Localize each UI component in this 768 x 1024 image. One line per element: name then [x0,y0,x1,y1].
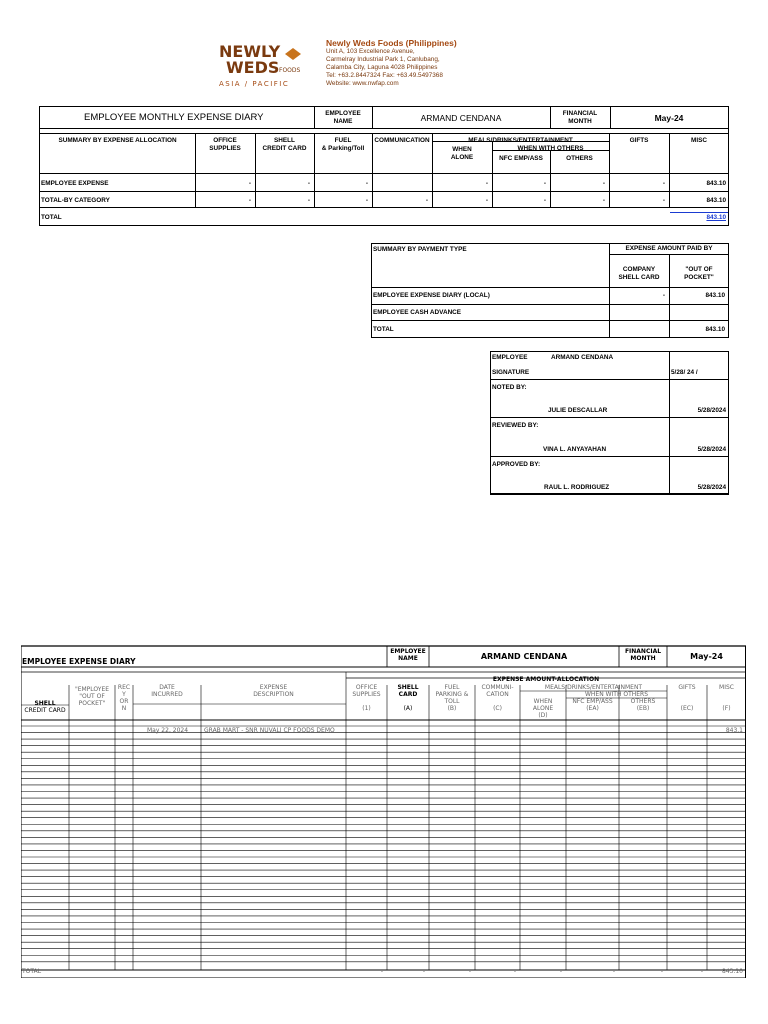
signature-block [490,351,729,495]
col-with-others: WHEN WITH OTHERS [517,145,584,152]
entry-date: May 22, 2024 [147,727,189,734]
cell: - [248,180,251,187]
company-info [326,38,526,88]
expense-diary-table [21,645,746,978]
paid-by-header: EXPENSE AMOUNT PAID BY [625,245,713,252]
payment-cell: - [662,292,665,299]
row-label: TOTAL [41,214,62,221]
approved-label: APPROVED BY: [492,461,541,468]
company-logo [216,40,308,88]
cell: 843.10 [706,197,726,204]
employee-signature-name: ARMAND CENDANA [551,354,614,361]
diary-employee-name: ARMAND CENDANA [480,652,568,661]
cell: - [543,180,546,187]
diary-employee-label: EMPLOYEE NAME [390,648,426,662]
cell: - [365,197,368,204]
total-cell: - [422,968,425,975]
h-others: OTHERS (EB) [630,698,656,712]
financial-month: May-24 [654,113,684,123]
total-cell: - [700,968,703,975]
grand-total-link[interactable]: 843.10 [706,214,726,221]
h-misc: MISC (F) [719,684,734,712]
col-fuel: FUEL & Parking/Toll [321,137,365,152]
diary-allocation-header: EXPENSE AMOUNT-ALLOCATION [492,676,600,683]
h-nfc: NFC EMP/ASS (EA) [572,698,613,712]
h-date: DATE INCURRED [151,684,183,698]
h-description: EXPENSE DESCRIPTION [253,684,294,698]
total-cell: - [660,968,663,975]
payment-row-label: TOTAL [373,326,394,333]
col-nfc: NFC EMP/ASS [499,155,543,162]
diary-month-label: FINANCIAL MONTH [624,648,662,662]
logo-word-1: NEWLY [219,42,281,61]
noted-name: JULIE DESCALLAR [548,407,608,414]
cell: - [307,197,310,204]
row-label: EMPLOYEE EXPENSE [41,180,109,187]
approved-name: RAUL L. RODRIGUEZ [544,484,610,491]
entry-description: GRAB MART - SNR NUVALI CP FOODS DEMO [204,727,335,734]
company-address-3: Calamba City, Laguna 4028 Philippines [326,64,438,72]
h-gifts: GIFTS (EC) [678,684,696,712]
cell: - [485,180,488,187]
h-out-of-pocket: "EMPLOYEE "OUT OF POCKET" [74,686,110,707]
col-office-supplies: OFFICE SUPPLIES [209,137,241,152]
payment-row-label: EMPLOYEE EXPENSE DIARY (LOCAL) [373,292,490,299]
h-alone: WHEN ALONE (D) [532,698,554,719]
cell: - [662,197,665,204]
cell: - [485,197,488,204]
company-card-header: COMPANY SHELL CARD [618,266,660,281]
noted-date: 5/28/2024 [697,407,726,414]
diary-month: May-24 [690,652,723,661]
h-receipt: REC Y OR N [117,684,131,712]
out-of-pocket-header: "OUT OF POCKET" [684,266,714,281]
cell: 843.10 [706,180,726,187]
cell: - [543,197,546,204]
company-address-1: Unit A, 103 Excellence Avenue, [326,48,415,55]
col-meals: MEALS/DRINKS/ENTERTAINMENT [468,137,573,144]
row-label: TOTAL-BY CATEGORY [41,197,110,204]
total-cell: - [559,968,562,975]
financial-month-label: FINANCIAL MONTH [562,110,598,125]
payment-row-label: EMPLOYEE CASH ADVANCE [373,309,462,316]
col-others: OTHERS [566,155,593,162]
reviewed-name: VINA L. ANYAYAHAN [543,446,607,453]
logo-word-2: WEDS [226,58,280,77]
approved-date: 5/28/2024 [697,484,726,491]
col-gifts: GIFTS [629,137,649,144]
company-phone: Tel: +63.2.8447324 Fax: +63.49.5497368 [326,72,443,80]
cell: - [662,180,665,187]
total-cell: - [612,968,615,975]
diary-title: EMPLOYEE EXPENSE DIARY [22,657,136,666]
summary-title: EMPLOYEE MONTHLY EXPENSE DIARY [84,112,264,123]
reviewed-label: REVIEWED BY: [492,422,539,429]
h-office: OFFICE SUPPLIES (1) [352,684,381,712]
entry-misc: 843.1 [725,727,743,734]
total-cell: - [468,968,471,975]
h-with-others: WHEN WITH OTHERS [584,691,649,698]
cell: - [365,180,368,187]
employee-label: EMPLOYEE [492,354,528,361]
employee-name: ARMAND CENDANA [420,113,502,123]
logo-region: ASIA / PACIFIC [219,80,290,88]
signature-label: SIGNATURE [492,369,530,376]
cell: - [602,197,605,204]
col-misc: MISC [691,137,707,144]
payment-cell: 843.10 [705,292,725,299]
col-shell-credit-card: SHELL CREDIT CARD [262,137,307,152]
allocation-header: SUMMARY BY EXPENSE ALLOCATION [58,137,177,144]
total-cell: 843.10 [722,968,743,975]
logo-sub: FOODS [279,67,301,74]
logo-diamond-icon [285,48,301,60]
h-fuel: FUEL PARKING & TOLL (B) [435,684,469,712]
signature-date: 5/28/ 24 / [671,369,698,376]
payment-cell: 843.10 [705,326,725,333]
total-cell: - [380,968,383,975]
diary-total-label: TOTAL [22,968,42,975]
cell: - [307,180,310,187]
h-meals: MEALS/DRINKS/ENTERTAINMENT [544,684,643,691]
company-website: Website: www.nwfap.com [326,80,399,88]
cell: - [602,180,605,187]
company-name: Newly Weds Foods (Philippines) [326,38,457,48]
payment-summary-table [371,243,729,338]
monthly-summary-table [39,106,729,226]
reviewed-date: 5/28/2024 [697,446,726,453]
col-when-alone: WHEN ALONE [450,146,474,161]
h-shell: SHELL CARD (A) [397,684,419,712]
payment-header: SUMMARY BY PAYMENT TYPE [373,246,467,253]
cell: - [248,197,251,204]
h-shell-card: SHELL CREDIT CARD [24,700,66,714]
cell: - [425,197,428,204]
noted-label: NOTED BY: [492,384,527,391]
col-communication: COMMUNICATION [374,137,430,144]
h-communication: COMMUNI- CATION (C) [481,684,514,712]
employee-name-label: EMPLOYEE NAME [325,110,361,125]
total-cell: - [513,968,516,975]
company-address-2: Carmelray Industrial Park 1, Canlubang, [326,56,440,64]
